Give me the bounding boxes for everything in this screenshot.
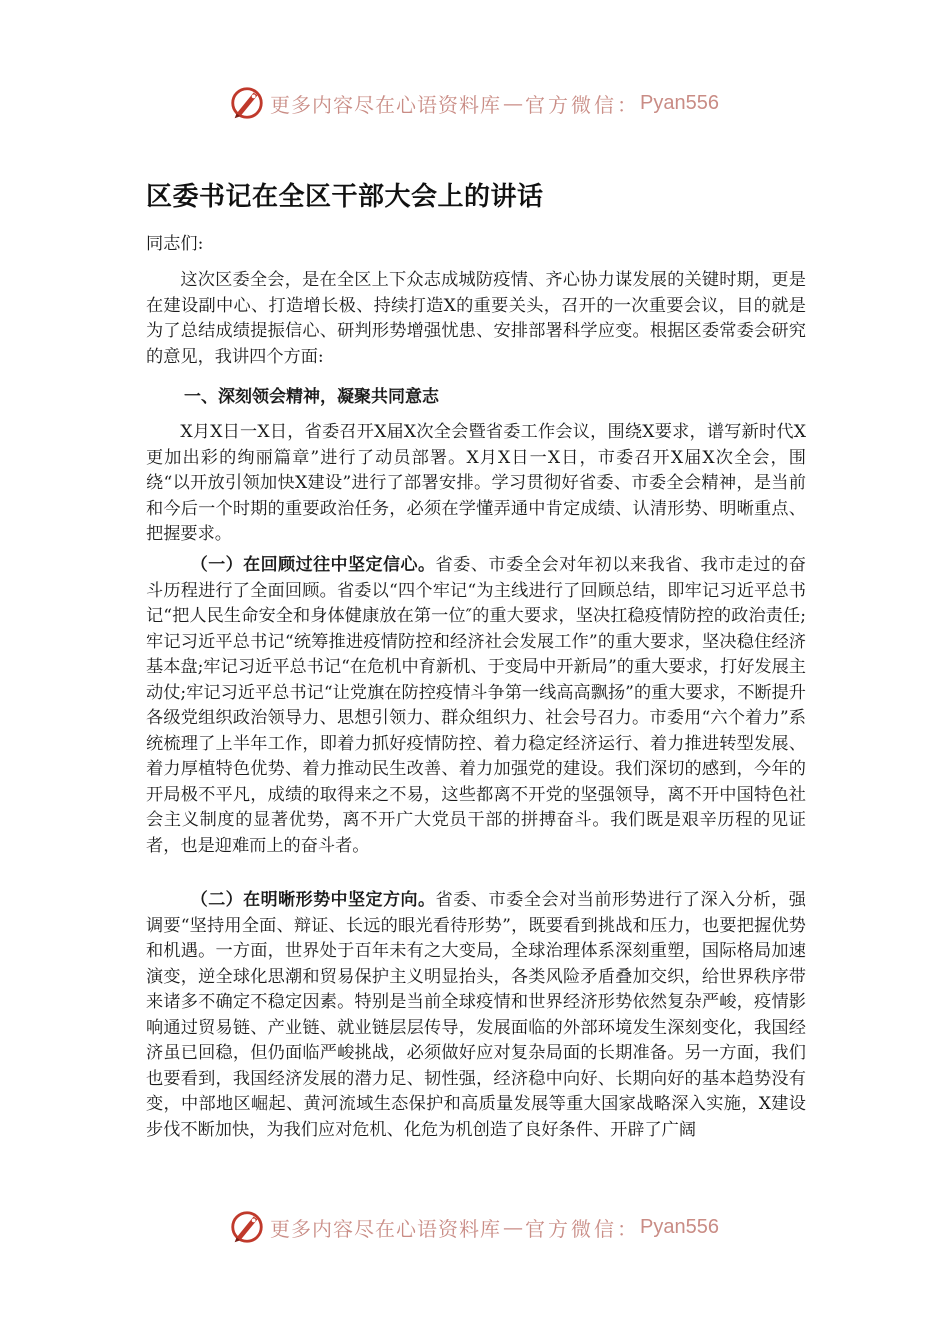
banner-separator: — (503, 91, 523, 115)
subsection-lead-2: （二）在明晰形势中坚定方向。 (190, 890, 436, 910)
section-paragraph: X月X日一X日，省委召开X届X次全会暨省委工作会议，围绕X要求，谱写新时代X更加出彩的绚丽篇章”进行了动员部署。X月X日一X日，市委召开X届X次全会，围绕“以开放引领加快X建设”进行了部署安排。学习贯彻好省委、市委全会精神，是当前和今后一个时期的重要政治任务，必须在学懂弄通中肯定成绩、认清形势、明晰重点、把握要求。 (146, 422, 806, 544)
subsection-text-1: 省委、市委全会对年初以来我省、我市走过的奋斗历程进行了全面回顾。省委以“四个牢记“为主线进行了回顾总结，即牢记习近平总书记“把人民生命安全和身体健康放在第一位″的重大要求，坚决扛稳疫情防控的政治责任;牢记习近平总书记“统筹推进疫情防控和经济社会发展工作”的重大要求，坚决稳住经济基本盘;牢记习近平总书记“在危机中育新机、于变局中开新局”的重大要求，打好发展主动仗;牢记习近平总书记“让党旗在防控疫情斗争第一线高高飘扬”的重大要求，不断提升各级党组织政治领导力、思想引领力、群众组织力、社会号召力。市委用“六个着力”系统梳理了上半年工作，即着力抓好疫情防控、着力稳定经济运行、着力推进转型发展、着力厚植特色优势、着力推动民生改善、着力加强党的建设。我们深切的感到，今年的开局极不平凡，成绩的取得来之不易，这些都离不开党的坚强领导，离不开中国特色社会主义制度的显著优势，离不开广大党员干部的拼搏奋斗。我们既是艰辛历程的见证者，也是迎难而上的奋斗者。 (146, 555, 806, 856)
document-title: 区委书记在全区干部大会上的讲话 (146, 182, 544, 212)
promo-text: 更多内容尽在心语资料库 (270, 92, 501, 117)
greeting: 同志们: (146, 234, 204, 254)
promo-text: 更多内容尽在心语资料库 (270, 1216, 501, 1241)
section-heading: 一、深刻领会精神，凝聚共同意志 (184, 387, 439, 407)
header-watermark-banner (228, 83, 719, 123)
footer-watermark-banner (228, 1207, 719, 1247)
pen-logo-icon (228, 84, 266, 122)
wechat-id: Pyan556 (640, 91, 719, 114)
wechat-id: Pyan556 (640, 1215, 719, 1238)
subsection-text-2: 省委、市委全会对当前形势进行了深入分析，强调要“坚持用全面、辩证、长远的眼光看待形势”，既要看到挑战和压力，也要把握优势和机遇。一方面，世界处于百年未有之大变局，全球治理体系深刻重塑，国际格局加速演变，逆全球化思潮和贸易保护主义明显抬头，各类风险矛盾叠加交织，给世界秩序带来诸多不确定不稳定因素。特别是当前全球疫情和世界经济形势依然复杂严峻，疫情影响通过贸易链、产业链、就业链层层传导，发展面临的外部环境发生深刻变化，我国经济虽已回稳，但仍面临严峻挑战，必须做好应对复杂局面的长期准备。另一方面，我们也要看到，我国经济发展的潜力足、韧性强，经济稳中向好、长期向好的基本趋势没有变，中部地区崛起、黄河流域生态保护和高质量发展等重大国家战略深入实施，X建设步伐不断加快，为我们应对危机、化危为机创造了良好条件、开辟了广阔 (146, 890, 806, 1140)
banner-separator: — (503, 1215, 523, 1239)
wechat-label: 官方微信： (525, 92, 640, 117)
pen-logo-icon (228, 1208, 266, 1246)
subsection-lead-1: （一）在回顾过往中坚定信心。 (190, 555, 436, 575)
subsection-paragraph-2 (146, 888, 806, 1143)
wechat-label: 官方微信： (525, 1216, 640, 1241)
intro-paragraph: 这次区委全会，是在全区上下众志成城防疫情、齐心协力谋发展的关键时期，更是在建设副中心、打造增长极、持续打造X的重要关头，召开的一次重要会议，目的就是为了总结成绩提振信心、研判形势增强忧患、安排部署科学应变。根据区委常委会研究的意见，我讲四个方面: (146, 270, 806, 367)
subsection-paragraph-1 (146, 553, 806, 859)
